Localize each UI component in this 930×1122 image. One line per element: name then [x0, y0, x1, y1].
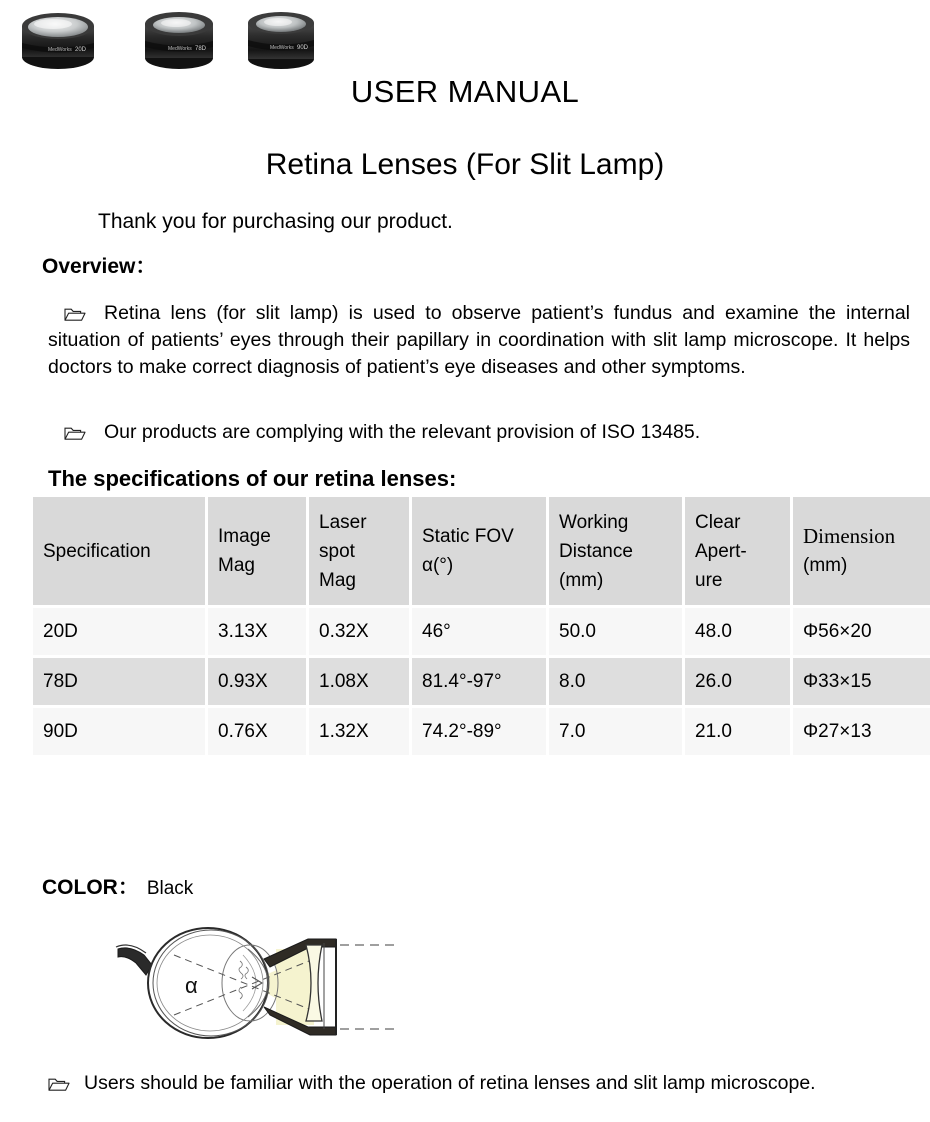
- cell-working-distance: 8.0: [549, 658, 682, 705]
- cell-static-fov: 74.2°-89°: [412, 708, 546, 755]
- cell-clear-aperture: 26.0: [685, 658, 790, 705]
- lens-brand-text: MedWorks: [48, 47, 72, 53]
- usage-note-text: Users should be familiar with the operation of retina lenses and slit lamp microscope.: [84, 1072, 816, 1094]
- cell-specification: 90D: [33, 708, 205, 755]
- cell-dimension: Φ33×15: [793, 658, 930, 705]
- cell-working-distance: 7.0: [549, 708, 682, 755]
- cell-static-fov: 46°: [412, 608, 546, 655]
- specifications-heading: The specifications of our retina lenses:: [48, 466, 457, 491]
- page-subtitle: Retina Lenses (For Slit Lamp): [265, 148, 665, 181]
- iso-note-text: Our products are complying with the relevant provision of ISO 13485.: [104, 421, 701, 443]
- iso-note-paragraph: [48, 419, 910, 446]
- product-photo-lens-78d: [142, 10, 216, 72]
- lens-power-text: 90D: [297, 45, 309, 51]
- page-title: USER MANUAL: [350, 74, 580, 109]
- cell-dimension: Φ27×13: [793, 708, 930, 755]
- lens-brand-text: MedWorks: [270, 45, 294, 51]
- column-header-working-distance: Working Distance (mm): [549, 497, 682, 605]
- table-row: [33, 608, 930, 655]
- column-header-image-mag: Image Mag: [208, 497, 306, 605]
- cell-dimension: Φ56×20: [793, 608, 930, 655]
- cell-laser-spot-mag: 0.32X: [309, 608, 409, 655]
- column-header-static-fov: Static FOV α(°): [412, 497, 546, 605]
- cell-specification: 78D: [33, 658, 205, 705]
- overview-paragraph: [48, 300, 910, 381]
- column-header-laser-spot-mag: Laser spot Mag: [309, 497, 409, 605]
- thanks-line: Thank you for purchasing our product.: [98, 210, 453, 233]
- product-photo-lens-90d: [245, 10, 317, 72]
- eye-and-lens-optical-diagram: [100, 915, 400, 1055]
- column-header-dimension: Dimension (mm): [793, 497, 930, 605]
- overview-heading: Overview：: [42, 255, 157, 278]
- specifications-table: [30, 494, 930, 758]
- cell-image-mag: 3.13X: [208, 608, 306, 655]
- cell-clear-aperture: 48.0: [685, 608, 790, 655]
- usage-note-paragraph: [48, 1070, 910, 1097]
- table-row: [33, 658, 930, 705]
- cell-static-fov: 81.4°-97°: [412, 658, 546, 705]
- lens-power-text: 78D: [195, 46, 207, 52]
- folder-icon: [64, 426, 86, 441]
- color-line: [42, 871, 193, 901]
- cell-laser-spot-mag: 1.08X: [309, 658, 409, 705]
- lens-power-text: 20D: [75, 47, 87, 53]
- product-photo-lens-20d: [20, 10, 96, 72]
- cell-laser-spot-mag: 1.32X: [309, 708, 409, 755]
- color-value: Black: [146, 878, 194, 899]
- cell-clear-aperture: 21.0: [685, 708, 790, 755]
- column-header-clear-aperture: Clear Apert- ure: [685, 497, 790, 605]
- lens-brand-text: MedWorks: [168, 46, 192, 52]
- cell-working-distance: 50.0: [549, 608, 682, 655]
- column-header-specification: Specification: [33, 497, 205, 605]
- product-photo-strip: [0, 0, 930, 80]
- optic-nerve-shape: [118, 948, 152, 975]
- overview-paragraph-text: Retina lens (for slit lamp) is used to observe patient’s fundus and examine the internal situation of patients’ eyes through their papillary in coordination with slit lamp microscope. It helps doctors to make correct diagnosis of patient’s eye diseases and other symptoms.: [48, 302, 910, 378]
- cell-specification: 20D: [33, 608, 205, 655]
- folder-icon: [64, 307, 86, 322]
- color-label: COLOR：: [42, 876, 139, 899]
- cell-image-mag: 0.93X: [208, 658, 306, 705]
- table-row: [33, 708, 930, 755]
- cell-image-mag: 0.76X: [208, 708, 306, 755]
- angle-label: α: [185, 973, 198, 998]
- table-header-row: [33, 497, 930, 605]
- folder-icon: [48, 1077, 70, 1092]
